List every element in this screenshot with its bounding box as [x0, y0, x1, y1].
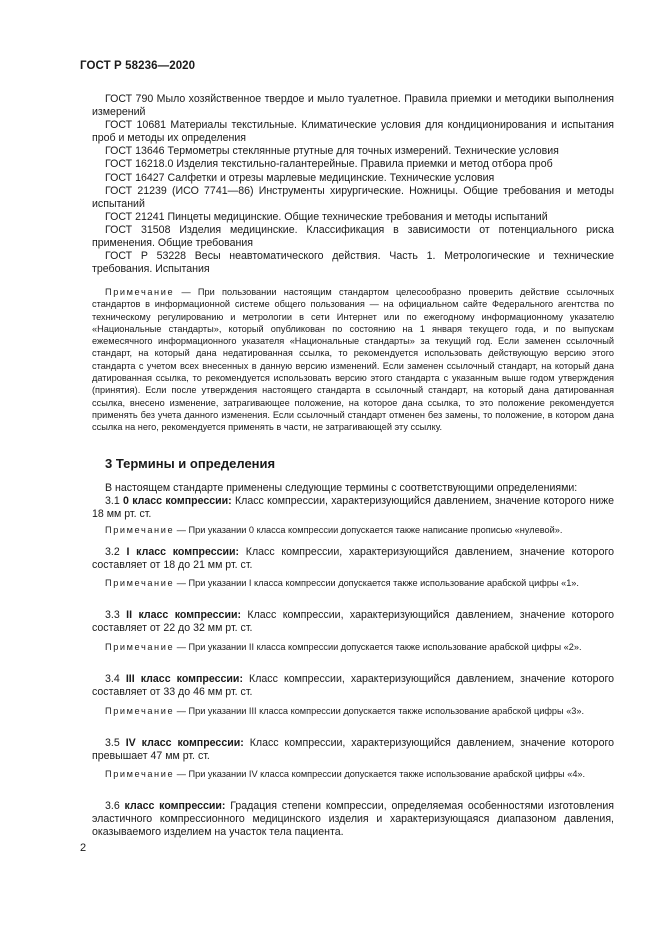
note-label: Примечание: [105, 769, 175, 779]
term-name: IV класс компрессии:: [125, 737, 244, 749]
reference-item: [92, 250, 614, 276]
section-intro-text: В настоящем стандарте применены следующие термины с соответствующими определениями:: [105, 482, 578, 494]
term-number: 3.5: [105, 737, 120, 749]
note-text: — При указании IV класса компрессии допускается также использование арабской цифры «4».: [174, 769, 586, 779]
term-note: [92, 524, 614, 537]
term-entry: [92, 800, 614, 839]
section-title: 3 Термины и определения: [105, 456, 276, 471]
reference-item: [92, 93, 614, 119]
page-number: 2: [80, 842, 87, 854]
note-text: — При указании III класса компрессии допускается также использование арабской цифры «3».: [174, 706, 585, 716]
note-text: — При пользовании настоящим стандартом целесообразно проверить действие ссылочных стандартов в информационной системе общего пользования — на официальном сайте Федерального агентства по техническому регулированию и метрологии в сети Интернет или по ежегодному информационному указателю «Национальные стандарты», который опубликован по состоянию на 1 января текущего года, и по выпускам ежемесячного информационного указателя «Национальные стандарты» за текущий год. Если заменен ссылочный стандарт, на который дана недатированная ссылка, то рекомендуется использовать действующую версию этого стандарта с учетом всех внесенных в данную версию изменений. Если заменен ссылочный стандарт, на который дана датированная ссылка, то рекомендуется использовать версию этого стандарта с указанным выше годом утверждения (принятия). Если после утверждения настоящего стандарта в ссылочный стандарт, на который дана датированная ссылка, внесено изменение, затрагивающее положение, на которое дана ссылка, то это положение рекомендуется применять без учета данного изменения. Если ссылочный стандарт отменен без замены, то положение, в котором дана ссылка на него, рекомендуется применять в части, не затрагивающей эту ссылку.: [92, 287, 614, 433]
term-entry: [92, 495, 614, 521]
term-number: 3.3: [105, 609, 120, 621]
term-name: 0 класс компрессии:: [123, 495, 232, 507]
term-note: [92, 705, 614, 718]
term-definition: Класс компрессии, характеризующийся давлением, значение которого составляет от 18 до 21 мм рт. ст.: [92, 546, 614, 571]
term-definition: Класс компрессии, характеризующийся давлением, значение которого составляет от 22 до 32 мм рт. ст.: [92, 609, 614, 634]
reference-item: [92, 145, 614, 158]
reference-text: ГОСТ 790 Мыло хозяйственное твердое и мыло туалетное. Правила приемки и методики выполнения измерений: [92, 93, 614, 119]
term-name: I класс компрессии:: [126, 546, 240, 558]
reference-item: [92, 119, 614, 145]
reference-text: ГОСТ 13646 Термометры стеклянные ртутные для точных измерений. Технические условия: [105, 145, 559, 158]
term-name: класс компрессии:: [124, 800, 226, 812]
reference-item: [92, 172, 614, 185]
note-label: Примечание: [105, 287, 175, 297]
reference-list: [92, 93, 614, 276]
reference-text: ГОСТ 10681 Материалы текстильные. Климатические условия для кондиционирования и испытания проб и методы их определения: [92, 119, 614, 145]
reference-text: ГОСТ 16218.0 Изделия текстильно-галантерейные. Правила приемки и метод отбора проб: [105, 158, 553, 171]
note-text: — При указании I класса компрессии допускается также использование арабской цифры «1».: [174, 578, 579, 588]
reference-item: [92, 185, 614, 211]
reference-text: ГОСТ 16427 Салфетки и отрезы марлевые медицинские. Технические условия: [105, 171, 495, 184]
term-name: II класс компрессии:: [126, 609, 242, 621]
term-note: [92, 641, 614, 654]
note-text: — При указании II класса компрессии допускается также использование арабской цифры «2».: [174, 642, 582, 652]
term-number: 3.4: [105, 673, 120, 685]
term-number: 3.1: [105, 495, 120, 507]
note-text: — При указании 0 класса компрессии допускается также написание прописью «нулевой».: [174, 525, 563, 535]
reference-text: ГОСТ 31508 Изделия медицинские. Классификация в зависимости от потенциального риска применения. Общие требования: [92, 223, 614, 250]
term-note: [92, 577, 614, 590]
references-note: [92, 286, 614, 434]
reference-item: [92, 224, 614, 250]
note-label: Примечание: [105, 642, 175, 652]
section-intro: [92, 482, 614, 495]
term-entry: [92, 546, 614, 572]
reference-text: ГОСТ 21241 Пинцеты медицинские. Общие технические требования и методы испытаний: [105, 210, 548, 223]
reference-item: [92, 211, 614, 224]
reference-text: ГОСТ 21239 (ИСО 7741—86) Инструменты хирургические. Ножницы. Общие требования и методы испытаний: [92, 184, 614, 210]
note-label: Примечание: [105, 706, 175, 716]
note-label: Примечание: [105, 525, 175, 535]
term-number: 3.6: [105, 800, 120, 812]
term-definition: Градация степени компрессии, определяемая особенностями изготовления эластичного компрессионного медицинского изделия и характеризующаяся диапазоном давления, оказываемого изделием на участок тела пациента.: [92, 800, 615, 838]
term-number: 3.2: [105, 546, 120, 558]
term-definition: Класс компрессии, характеризующийся давлением, значение которого ниже 18 мм рт. ст.: [92, 495, 614, 520]
term-entry: [92, 737, 614, 763]
note-label: Примечание: [105, 578, 175, 588]
term-note: [92, 768, 614, 781]
term-entry: [92, 673, 614, 699]
document-header: ГОСТ Р 58236—2020: [80, 60, 196, 72]
term-name: III класс компрессии:: [125, 673, 243, 685]
term-definition: Класс компрессии, характеризующийся давлением, значение которого превышает 47 мм рт. ст.: [92, 737, 614, 762]
term-entry: [92, 609, 614, 635]
reference-text: ГОСТ Р 53228 Весы неавтоматического действия. Часть 1. Метрологические и технические требования. Испытания: [92, 250, 614, 276]
term-definition: Класс компрессии, характеризующийся давлением, значение которого составляет от 33 до 46 мм рт. ст.: [92, 673, 614, 698]
reference-item: [92, 158, 614, 171]
